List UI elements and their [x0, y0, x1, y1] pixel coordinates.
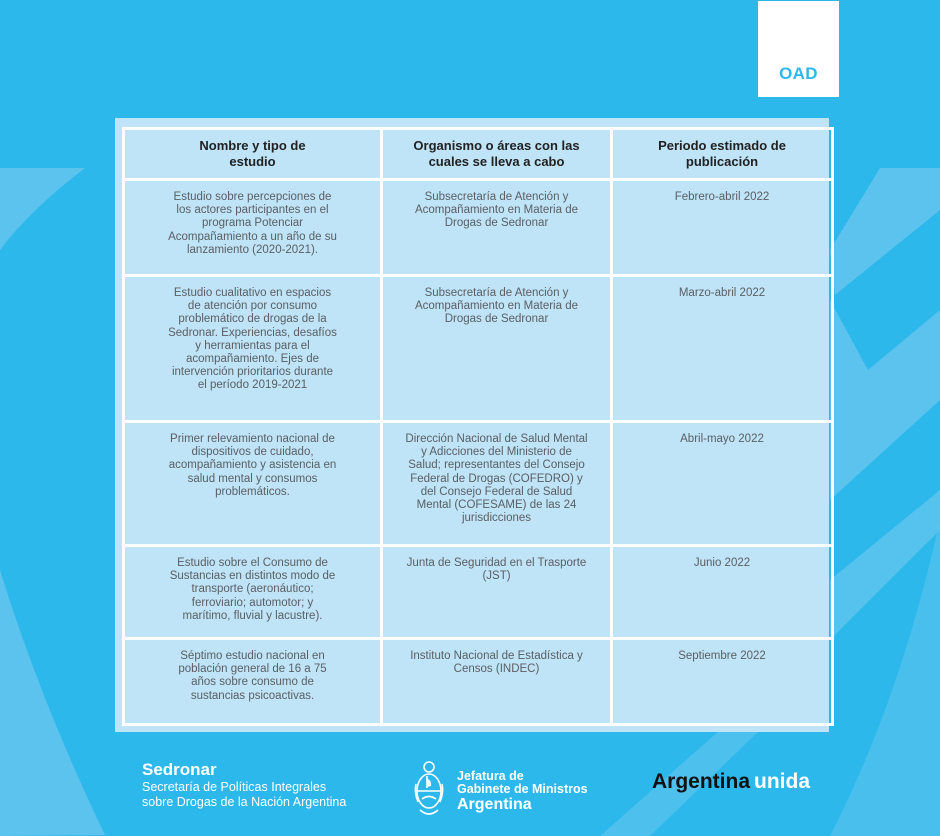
- cell-organization: Dirección Nacional de Salud Mental y Adicciones del Ministerio de Salud; representantes del Consejo Federal de Drogas (COFEDRO) y del Consejo Federal de Salud Mental (COFESAME) de las 24 jurisdicciones: [382, 422, 612, 546]
- header-organization: Organismo o áreas con las cuales se lleva a cabo: [382, 129, 612, 180]
- sedronar-logo: [142, 760, 346, 810]
- table-row: [124, 422, 833, 546]
- table-row: [124, 639, 833, 725]
- cell-organization: Instituto Nacional de Estadística y Censos (INDEC): [382, 639, 612, 725]
- table-row: [124, 276, 833, 422]
- table-row: [124, 546, 833, 639]
- argentina-unida-logo: [652, 770, 810, 794]
- sedronar-subtitle-line1: Secretaría de Políticas Integrales: [142, 780, 327, 794]
- coat-of-arms-icon: [412, 758, 446, 820]
- cell-study-name: Estudio sobre el Consumo de Sustancias en distintos modo de transporte (aeronáutico; ferroviario; automotor; y marítimo, fluvial y lacustre).: [124, 546, 382, 639]
- cell-organization: Subsecretaría de Atención y Acompañamiento en Materia de Drogas de Sedronar: [382, 276, 612, 422]
- cell-period: Septiembre 2022: [612, 639, 833, 725]
- oad-label: OAD: [779, 64, 818, 83]
- argentina-unida-part2: unida: [754, 770, 811, 793]
- jefatura-logo: [412, 758, 602, 822]
- sedronar-subtitle-line2: sobre Drogas de la Nación Argentina: [142, 795, 347, 809]
- cell-period: Junio 2022: [612, 546, 833, 639]
- cell-organization: Junta de Seguridad en el Trasporte (JST): [382, 546, 612, 639]
- cell-study-name: Estudio cualitativo en espacios de atención por consumo problemático de drogas de la Sedronar. Experiencias, desafíos y herramientas para el acompañamiento. Ejes de intervención prioritarios durante el período 2019-2021: [124, 276, 382, 422]
- cell-period: Abril-mayo 2022: [612, 422, 833, 546]
- cell-study-name: Estudio sobre percepciones de los actores participantes en el programa Potenciar Acompañamiento a un año de su lanzamiento (2020-2021).: [124, 180, 382, 276]
- cell-organization: Subsecretaría de Atención y Acompañamiento en Materia de Drogas de Sedronar: [382, 180, 612, 276]
- table-row: [124, 180, 833, 276]
- cell-study-name: Primer relevamiento nacional de dispositivos de cuidado, acompañamiento y asistencia en salud mental y consumos problemáticos.: [124, 422, 382, 546]
- header-period: Periodo estimado de publicación: [612, 129, 833, 180]
- cell-period: Marzo-abril 2022: [612, 276, 833, 422]
- argentina-unida-part1: Argentina: [652, 770, 751, 793]
- footer: [0, 750, 940, 836]
- jefatura-line2: Gabinete de Ministros: [457, 782, 588, 796]
- studies-panel: [115, 118, 829, 732]
- table-header-row: [124, 129, 833, 180]
- studies-table: [122, 127, 834, 726]
- sedronar-name: Sedronar: [142, 760, 217, 779]
- oad-badge: [758, 1, 839, 97]
- jefatura-line1: Jefatura de: [457, 769, 524, 783]
- jefatura-line3: Argentina: [457, 796, 532, 813]
- cell-study-name: Séptimo estudio nacional en población general de 16 a 75 años sobre consumo de sustancias psicoactivas.: [124, 639, 382, 725]
- cell-period: Febrero-abril 2022: [612, 180, 833, 276]
- header-study-name: Nombre y tipo de estudio: [124, 129, 382, 180]
